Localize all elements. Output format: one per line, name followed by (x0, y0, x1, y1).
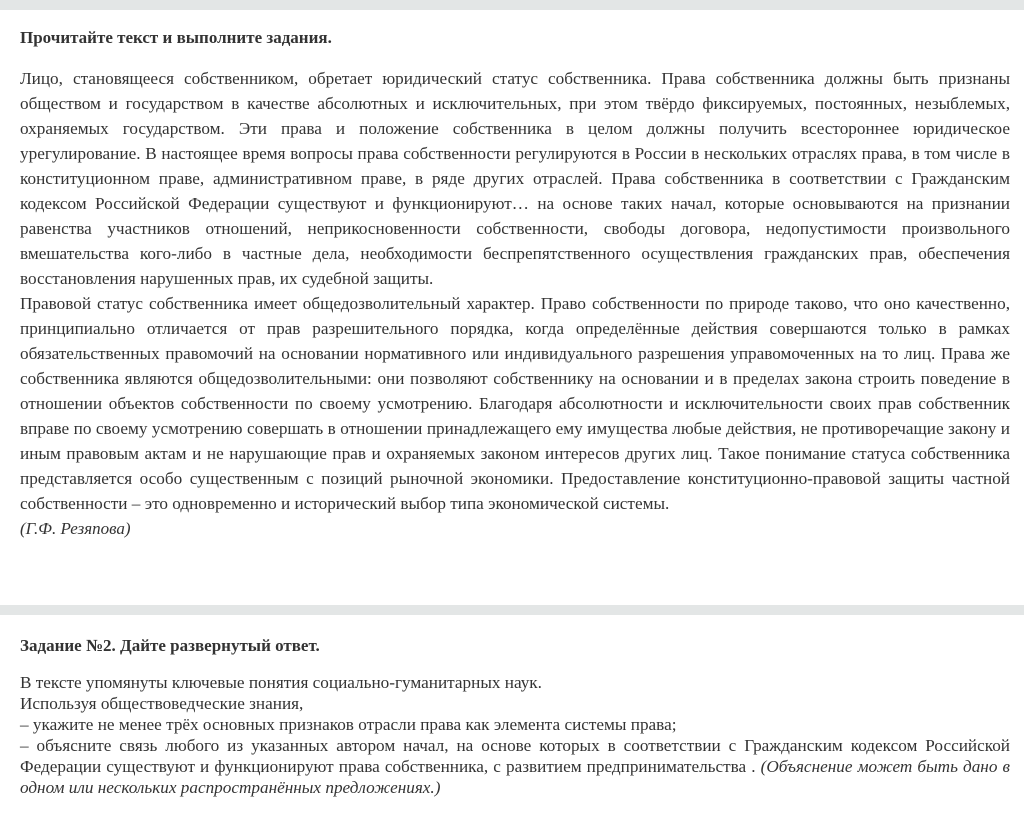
task-text (20, 672, 1010, 798)
task-line-1: В тексте упомянуты ключевые понятия социально-гуманитарных наук. (20, 673, 542, 692)
reading-heading: Прочитайте текст и выполните задания. (20, 28, 332, 47)
top-divider (0, 0, 1024, 10)
task-line-3: – укажите не менее трёх основных признаков отрасли права как элемента системы права; (20, 715, 677, 734)
task-line-4-hint: (Объяснение может быть дано в одном или нескольких распространённых предложениях.) (20, 757, 1010, 797)
task-line-2: Используя обществоведческие знания, (20, 694, 304, 713)
task-section (0, 615, 1024, 798)
reading-paragraph-2: Правовой статус собственника имеет общедозволительный характер. Право собственности по природе таково, что оно качественно, принципиально отличается от прав разрешительного порядка, когда определённые действия совершаются только в рамках обязательственных правомочий на основании нормативного или индивидуального разрешения управомоченных на то лиц. Права же собственника являются общедозволительными: они позволяют собственнику на основании и в пределах закона строить поведение в отношении объектов собственности по своему усмотрению. Благодаря абсолютности и исключительности своих прав собственник вправе по своему усмотрению совершать в отношении принадлежащего ему имущества любые действия, не противоречащие закону и иным правовым актам и не нарушающие прав и охраняемых законом интересов других лиц. Такое понимание статуса собственника представляется особо существенным с позиций рыночной экономики. Предоставление конституционно-правовой защиты частной собственности – это одновременно и исторический выбор типа экономической системы. (20, 294, 1010, 513)
task-line-4-text: – объясните связь любого из указанных автором начал, на основе которых в соответствии с Гражданским кодексом Российской Федерации существуют и функционируют права собственника, с развитием предпринимательства . (20, 736, 1010, 776)
task-line-4 (20, 735, 1010, 798)
reading-section (0, 10, 1024, 605)
reading-text (20, 66, 1010, 516)
task-heading: Задание №2. Дайте развернутый ответ. (20, 636, 320, 655)
reading-author: (Г.Ф. Резяпова) (20, 519, 131, 538)
reading-paragraph-1: Лицо, становящееся собственником, обретает юридический статус собственника. Права собственника должны быть признаны обществом и государством в качестве абсолютных и исключительных, при этом твёрдо фиксируемых, постоянных, незыблемых, охраняемых государством. Эти права и положение собственника в целом должны получить всестороннее юридическое урегулирование. В настоящее время вопросы права собственности регулируются в России в нескольких отраслях права, в том числе в конституционном праве, административном праве, в ряде других отраслей. Права собственника в соответствии с Гражданским кодексом Российской Федерации существуют и функционируют… на основе таких начал, которые основываются на признании равенства участников отношений, неприкосновенности собственности, свободы договора, недопустимости произвольного вмешательства кого-либо в частные дела, необходимости беспрепятственного осуществления гражданских прав, обеспечения восстановления нарушенных прав, их судебной защиты. (20, 69, 1010, 288)
section-divider (0, 605, 1024, 615)
